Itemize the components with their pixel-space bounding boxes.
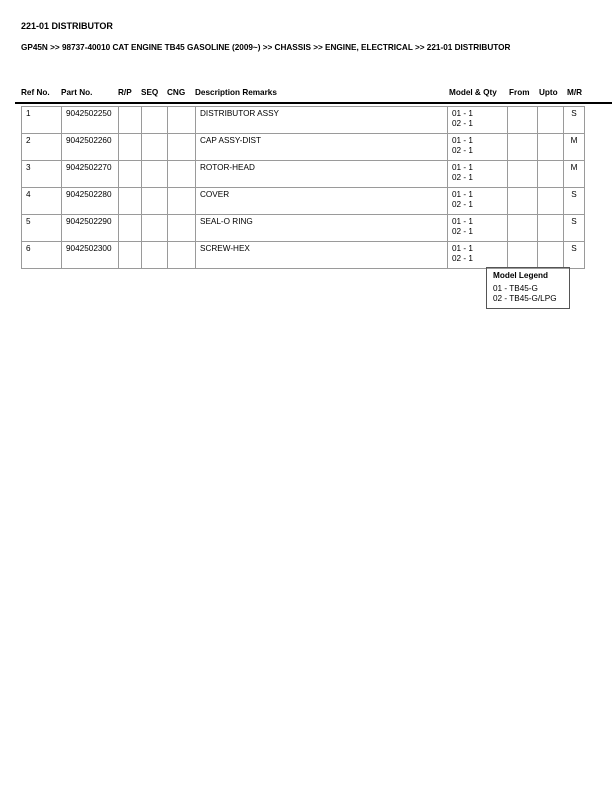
model-qty-line: 01 - 1 bbox=[452, 217, 473, 226]
col-header-ref-no: Ref No. bbox=[21, 88, 50, 97]
model-qty-cell bbox=[448, 215, 508, 242]
rp-cell bbox=[119, 242, 142, 269]
model-qty-cell bbox=[448, 242, 508, 269]
table-row bbox=[22, 242, 585, 269]
upto-cell bbox=[538, 188, 564, 215]
model-qty-cell bbox=[448, 188, 508, 215]
legend-item: 02 - TB45-G/LPG bbox=[493, 294, 557, 303]
col-header-from: From bbox=[509, 88, 530, 97]
cng-cell bbox=[168, 161, 196, 188]
seq-cell bbox=[142, 107, 168, 134]
from-cell bbox=[508, 242, 538, 269]
mr-cell: S bbox=[564, 107, 585, 134]
description-cell: COVER bbox=[196, 188, 448, 215]
ref-no-cell: 6 bbox=[22, 242, 62, 269]
upto-cell bbox=[538, 134, 564, 161]
ref-no-cell: 4 bbox=[22, 188, 62, 215]
page-title: 221-01 DISTRIBUTOR bbox=[21, 21, 113, 31]
from-cell bbox=[508, 161, 538, 188]
from-cell bbox=[508, 134, 538, 161]
part-no-cell: 9042502280 bbox=[62, 188, 119, 215]
model-qty-line: 02 - 1 bbox=[452, 254, 473, 263]
upto-cell bbox=[538, 107, 564, 134]
col-header-seq: SEQ bbox=[141, 88, 159, 97]
rp-cell bbox=[119, 188, 142, 215]
model-qty-line: 02 - 1 bbox=[452, 173, 473, 182]
seq-cell bbox=[142, 161, 168, 188]
part-no-cell: 9042502290 bbox=[62, 215, 119, 242]
upto-cell bbox=[538, 215, 564, 242]
model-legend bbox=[486, 267, 570, 309]
from-cell bbox=[508, 107, 538, 134]
part-no-cell: 9042502270 bbox=[62, 161, 119, 188]
rp-cell bbox=[119, 215, 142, 242]
table-row bbox=[22, 161, 585, 188]
seq-cell bbox=[142, 134, 168, 161]
cng-cell bbox=[168, 242, 196, 269]
from-cell bbox=[508, 215, 538, 242]
mr-cell: S bbox=[564, 188, 585, 215]
from-cell bbox=[508, 188, 538, 215]
rp-cell bbox=[119, 134, 142, 161]
upto-cell bbox=[538, 242, 564, 269]
seq-cell bbox=[142, 242, 168, 269]
col-header-model-qty: Model & Qty bbox=[449, 88, 497, 97]
seq-cell bbox=[142, 215, 168, 242]
description-cell: SCREW-HEX bbox=[196, 242, 448, 269]
mr-cell: M bbox=[564, 134, 585, 161]
model-qty-line: 02 - 1 bbox=[452, 200, 473, 209]
col-header-part-no: Part No. bbox=[61, 88, 93, 97]
ref-no-cell: 1 bbox=[22, 107, 62, 134]
model-qty-line: 01 - 1 bbox=[452, 163, 473, 172]
mr-cell: S bbox=[564, 215, 585, 242]
table-row bbox=[22, 134, 585, 161]
table-row bbox=[22, 188, 585, 215]
cng-cell bbox=[168, 188, 196, 215]
col-header-cng: CNG bbox=[167, 88, 186, 97]
ref-no-cell: 2 bbox=[22, 134, 62, 161]
rp-cell bbox=[119, 107, 142, 134]
col-header-description: Description Remarks bbox=[195, 88, 277, 97]
mr-cell: S bbox=[564, 242, 585, 269]
seq-cell bbox=[142, 188, 168, 215]
cng-cell bbox=[168, 107, 196, 134]
part-no-cell: 9042502300 bbox=[62, 242, 119, 269]
model-qty-line: 02 - 1 bbox=[452, 119, 473, 128]
part-no-cell: 9042502250 bbox=[62, 107, 119, 134]
ref-no-cell: 5 bbox=[22, 215, 62, 242]
rp-cell bbox=[119, 161, 142, 188]
description-cell: ROTOR-HEAD bbox=[196, 161, 448, 188]
model-qty-line: 01 - 1 bbox=[452, 136, 473, 145]
model-qty-line: 01 - 1 bbox=[452, 244, 473, 253]
legend-item: 01 - TB45-G bbox=[493, 284, 538, 293]
col-header-rp: R/P bbox=[118, 88, 132, 97]
model-qty-line: 01 - 1 bbox=[452, 109, 473, 118]
model-qty-line: 02 - 1 bbox=[452, 146, 473, 155]
part-no-cell: 9042502260 bbox=[62, 134, 119, 161]
model-qty-cell bbox=[448, 107, 508, 134]
description-cell: DISTRIBUTOR ASSY bbox=[196, 107, 448, 134]
col-header-mr: M/R bbox=[567, 88, 583, 97]
model-qty-cell bbox=[448, 161, 508, 188]
upto-cell bbox=[538, 161, 564, 188]
parts-table bbox=[21, 106, 585, 269]
cng-cell bbox=[168, 134, 196, 161]
table-row bbox=[22, 107, 585, 134]
model-qty-line: 02 - 1 bbox=[452, 227, 473, 236]
table-row bbox=[22, 215, 585, 242]
model-qty-line: 01 - 1 bbox=[452, 190, 473, 199]
header-divider bbox=[15, 102, 612, 104]
description-cell: CAP ASSY-DIST bbox=[196, 134, 448, 161]
breadcrumb: GP45N >> 98737-40010 CAT ENGINE TB45 GASOLINE (2009~) >> CHASSIS >> ENGINE, ELECTRICAL >> 221-01 DISTRIBUTOR bbox=[21, 43, 511, 52]
model-qty-cell bbox=[448, 134, 508, 161]
cng-cell bbox=[168, 215, 196, 242]
mr-cell: M bbox=[564, 161, 585, 188]
description-cell: SEAL-O RING bbox=[196, 215, 448, 242]
legend-title: Model Legend bbox=[493, 271, 549, 280]
col-header-upto: Upto bbox=[539, 88, 558, 97]
ref-no-cell: 3 bbox=[22, 161, 62, 188]
